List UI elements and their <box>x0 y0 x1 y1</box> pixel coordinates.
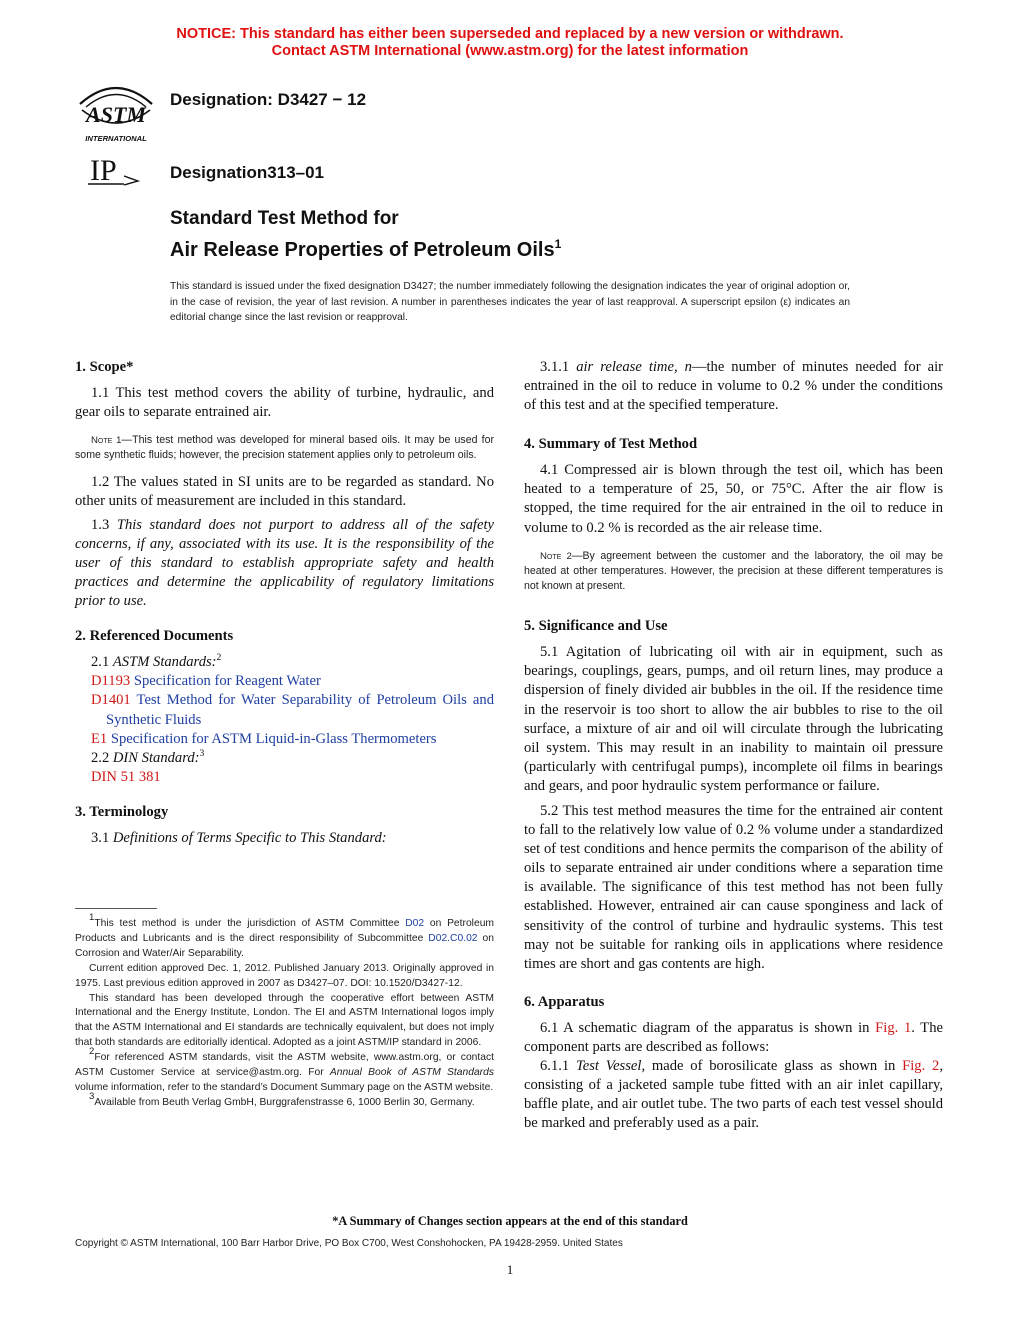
para-6-1-1-term: Test Vessel, <box>576 1058 646 1075</box>
notice-line-2: Contact ASTM International (www.astm.org) for the latest information <box>271 43 749 59</box>
para-6-1-1-part-a: made of borosilicate glass as shown in <box>645 1058 903 1075</box>
para-3-1 <box>75 829 494 848</box>
para-5-2: 5.2 This test method measures the time for the entrained air content to fall to the relatively low value of 0.2 % volume under a standardized set of test conditions and hence permits the comparison of the ability of oils to separate entrained air under conditions where a separation time is available. The significance of this test method has not been fully established. However, entrained air can cause sponginess and lack of sensitivity of the control of turbine and hydraulic systems. This test may not be suitable for ranking oils in applications where residence times are short and gas contents are high. <box>524 803 943 972</box>
footnote-2-part-a: For referenced ASTM standards, visit the ASTM website, www.astm.org, or contact ASTM Customer Service at service@astm.org. For <box>75 1052 494 1079</box>
section-5-heading: 5. Significance and Use <box>524 618 668 635</box>
astm-logo <box>72 70 160 144</box>
footnote-1 <box>75 912 494 962</box>
para-2-2-number: 2.2 <box>91 749 113 766</box>
note-1-text: —This test method was developed for mineral based oils. It may be used for some synthetic fluids; however, the precision statement applies only to petroleum oils. <box>75 434 494 462</box>
reference-d1401-code[interactable]: D1401 <box>91 692 131 709</box>
footnote-1-link-subcommittee[interactable]: D02.C0.02 <box>428 932 478 944</box>
right-column <box>524 358 943 1133</box>
para-2-1-footnote-mark: 2 <box>216 652 222 664</box>
footnote-3-text: Available from Beuth Verlag GmbH, Burggrafenstrasse 6, 1000 Berlin 30, Germany. <box>94 1096 475 1108</box>
astm-logo-caption: INTERNATIONAL <box>85 134 147 143</box>
section-4-heading: 4. Summary of Test Method <box>524 436 698 453</box>
footnote-1-link-committee[interactable]: D02 <box>405 918 425 929</box>
para-2-1 <box>75 653 494 672</box>
astm-logo-text: ASTM <box>86 102 146 127</box>
figure-2-link[interactable]: Fig. 2 <box>902 1058 940 1075</box>
designation: Designation: D3427 − 12 <box>170 90 367 109</box>
footnote-2-italic: Annual Book of ASTM Standards <box>329 1067 494 1079</box>
para-6-1 <box>524 1019 943 1057</box>
para-3-1-1-text: —the number of minutes needed for air entrained in the oil to reduce in volume to 0.2 % under the conditions of this test and at the specified temperature. <box>524 359 943 414</box>
para-6-1-part-b: . The component parts are described as follows: <box>524 1019 943 1055</box>
para-2-1-number: 2.1 <box>91 654 113 671</box>
para-6-1-part-a: 6.1 A schematic diagram of the apparatus is shown in <box>540 1019 876 1036</box>
note-2-text: —By agreement between the customer and the laboratory, the oil may be heated at other temperatures. However, the precision at these different temperatures is not known at present. <box>524 549 943 593</box>
para-3-1-1-term: air release time, n <box>576 359 692 375</box>
ip-logo-text: IP <box>90 154 117 187</box>
footnote-2-part-b: volume information, refer to the standard’s Document Summary page on the ASTM website. <box>75 1081 494 1093</box>
footnote-1-part-a: This test method is under the jurisdiction of ASTM Committee <box>94 918 406 929</box>
copyright: Copyright © ASTM International, 100 Barr Harbor Drive, PO Box C700, West Conshohocken, PA 19428-2959. United States <box>75 1238 623 1249</box>
para-4-1: 4.1 Compressed air is blown through the test oil, which has been heated to a temperature of 25, 50, or 75°C. After the air flow is stopped, the time required for the air entrained in the oil to reduce in volume to 0.2 % is recorded as the air release time. <box>524 462 943 536</box>
para-2-2 <box>75 749 494 768</box>
footnote-rule <box>75 908 157 909</box>
para-3-1-1-number: 3.1.1 <box>540 359 577 375</box>
reference-e1[interactable] <box>75 730 494 749</box>
footnote-1-part-c: on Corrosion and Water/Air Separability. <box>75 932 494 959</box>
para-2-2-text: DIN Standard: <box>112 749 200 766</box>
section-3-heading: 3. Terminology <box>75 803 169 820</box>
footnote-1-edition: Current edition approved Dec. 1, 2012. Published January 2013. Originally approved in 1975. Last previous edition approved in 2007 as D3427–07. DOI: 10.1520/D3427-12. <box>75 962 494 989</box>
ip-logo <box>84 150 140 188</box>
note-1 <box>75 433 494 463</box>
withdrawal-notice <box>0 26 1020 60</box>
para-6-1-1-number: 6.1.1 <box>540 1058 576 1075</box>
section-1-heading: 1. Scope* <box>75 359 134 375</box>
designation-ip: Designation313–01 <box>170 163 325 182</box>
reference-din-code[interactable]: DIN 51 381 <box>91 768 161 785</box>
title-line-2-text: Air Release Properties of Petroleum Oils <box>170 239 555 261</box>
para-1-2: 1.2 The values stated in SI units are to be regarded as standard. No other units of measurement are included in this standard. <box>75 473 494 509</box>
para-5-1: 5.1 Agitation of lubricating oil with air in equipment, such as bearings, couplings, gears, pumps, and oil return lines, may produce a dispersion of finely divided air bubbles in the oil. If the residence time in the reservoir is too short to allow the air bubbles to rise to the oil surface, a mixture of air and oil will circulate through the lubricating oil system. This may result in an inability to maintain oil pressure (particularly with centrifugal pumps), incomplete oil films in bearings and gears, and poor hydraulic system performance or failure. <box>524 644 943 794</box>
summary-of-changes-note: *A Summary of Changes section appears at the end of this standard <box>332 1214 688 1228</box>
section-2-heading: 2. Referenced Documents <box>75 628 234 645</box>
figure-1-link[interactable]: Fig. 1 <box>875 1019 912 1036</box>
left-column <box>75 358 494 848</box>
section-6-heading: 6. Apparatus <box>524 993 605 1010</box>
issued-note: This standard is issued under the fixed designation D3427; the number immediately following the designation indicates the year of original adoption or, in the case of revision, the year of last revision. A number in parentheses indicates the year of last reapproval. A superscript epsilon (ε) indicates an editorial change since the last revision or reapproval. <box>170 281 850 323</box>
note-2 <box>524 549 943 595</box>
reference-din[interactable] <box>75 768 494 787</box>
para-1-3-number: 1.3 <box>91 516 117 533</box>
para-1-3-text: This standard does not purport to address all of the safety concerns, if any, associated with its use. It is the responsibility of the user of this standard to establish appropriate safety and health practices and determine the applicability of regulatory limitations prior to use. <box>75 516 494 610</box>
footnote-1-joint: This standard has been developed through the cooperative effort between ASTM International and the Energy Institute, London. The EI and ASTM International logos imply that the ASTM International and EI standards are technically equivalent, but does not imply that both standards are editorially identical. Adopted as a joint ASTM/IP standard in 2006. <box>75 992 494 1049</box>
para-2-1-text: ASTM Standards: <box>112 654 217 671</box>
reference-d1193-title[interactable]: Specification for Reagent Water <box>130 673 321 690</box>
notice-line-1: NOTICE: This standard has either been superseded and replaced by a new version or withdrawn. <box>176 26 844 42</box>
para-2-2-footnote-mark: 3 <box>199 747 205 759</box>
reference-d1193-code[interactable]: D1193 <box>91 673 131 690</box>
footnote-3 <box>75 1090 494 1111</box>
title-footnote-mark: 1 <box>554 237 562 251</box>
reference-e1-code[interactable]: E1 <box>91 730 108 747</box>
footnote-1-part-b: on Petroleum Products and Lubricants and is the direct responsibility of Subcommittee <box>75 918 494 944</box>
para-1-3 <box>75 516 494 611</box>
para-6-1-1 <box>524 1057 943 1133</box>
reference-e1-title[interactable]: Specification for ASTM Liquid-in-Glass Thermometers <box>107 730 437 747</box>
document-title <box>170 207 561 263</box>
page-number: 1 <box>506 1262 514 1277</box>
note-1-label: Note 1 <box>91 435 122 447</box>
note-2-label: Note 2 <box>540 550 572 562</box>
footnotes <box>75 912 494 1111</box>
para-3-1-1 <box>524 358 943 415</box>
reference-d1193[interactable] <box>75 672 494 691</box>
footnote-3-mark: 3 <box>89 1090 95 1102</box>
footnote-2-mark: 2 <box>89 1046 95 1058</box>
para-1-1: 1.1 This test method covers the ability of turbine, hydraulic, and gear oils to separate entrained air. <box>75 385 494 421</box>
title-line-1: Standard Test Method for <box>170 208 399 229</box>
footnote-2 <box>75 1046 494 1096</box>
title-line-2 <box>170 231 561 263</box>
para-6-1-1-part-b: , consisting of a jacketed sample tube fitted with an air inlet capillary, baffle plate, and air outlet tube. The two parts of each test vessel should be marked and preferably used as a pair. <box>524 1058 944 1132</box>
reference-d1401-title[interactable]: Test Method for Water Separability of Petroleum Oils and Synthetic Fluids <box>106 692 494 728</box>
para-3-1-number: 3.1 <box>91 829 113 846</box>
reference-d1401[interactable] <box>75 691 494 729</box>
footnote-1-mark: 1 <box>89 912 95 923</box>
para-3-1-text: Definitions of Terms Specific to This Standard: <box>112 829 387 846</box>
